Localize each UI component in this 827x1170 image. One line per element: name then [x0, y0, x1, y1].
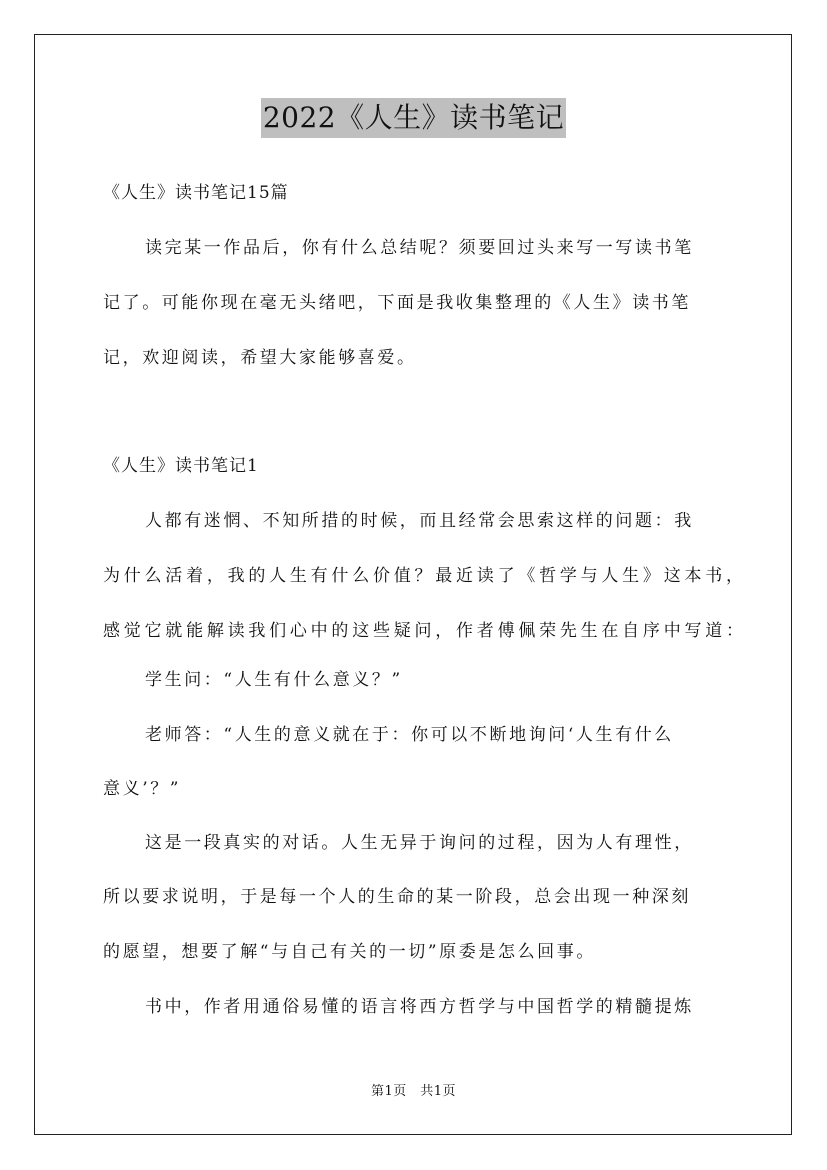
intro-line-1: 读完某一作品后，你有什么总结呢？须要回过头来写一写读书笔 [145, 238, 694, 258]
intro-line-3: 记，欢迎阅读，希望大家能够喜爱。 [103, 348, 417, 368]
title-container [0, 98, 827, 138]
document-title: 2022《人生》读书笔记 [261, 98, 566, 138]
section-line-6: 意义’？” [103, 779, 182, 799]
section-heading: 《人生》读书笔记1 [103, 456, 259, 476]
section-line-8: 所以要求说明，于是每一个人的生命的某一阶段，总会出现一种深刻 [103, 887, 691, 907]
document-subtitle: 《人生》读书笔记15篇 [103, 183, 289, 203]
section-line-10: 书中，作者用通俗易懂的语言将西方哲学与中国哲学的精髓提炼 [145, 997, 694, 1017]
section-line-5: 老师答：“人生的意义就在于：你可以不断地询问‘人生有什么 [145, 725, 674, 745]
section-line-4: 学生问：“人生有什么意义？” [145, 670, 403, 690]
intro-line-2: 记了。可能你现在毫无头绪吧，下面是我收集整理的《人生》读书笔 [103, 293, 691, 313]
section-line-7: 这是一段真实的对话。人生无异于询问的过程，因为人有理性， [145, 833, 694, 853]
section-line-2: 为什么活着，我的人生有什么价值？最近读了《哲学与人生》这本书， [103, 566, 743, 586]
page-footer: 第1页 共1页 [370, 1084, 457, 1099]
section-line-1: 人都有迷惘、不知所措的时候，而且经常会思索这样的问题：我 [145, 511, 694, 531]
section-line-3: 感觉它就能解读我们心中的这些疑问，作者傅佩荣先生在自序中写道： [103, 621, 743, 641]
section-line-9: 的愿望，想要了解“与自己有关的一切”原委是怎么回事。 [103, 942, 596, 962]
